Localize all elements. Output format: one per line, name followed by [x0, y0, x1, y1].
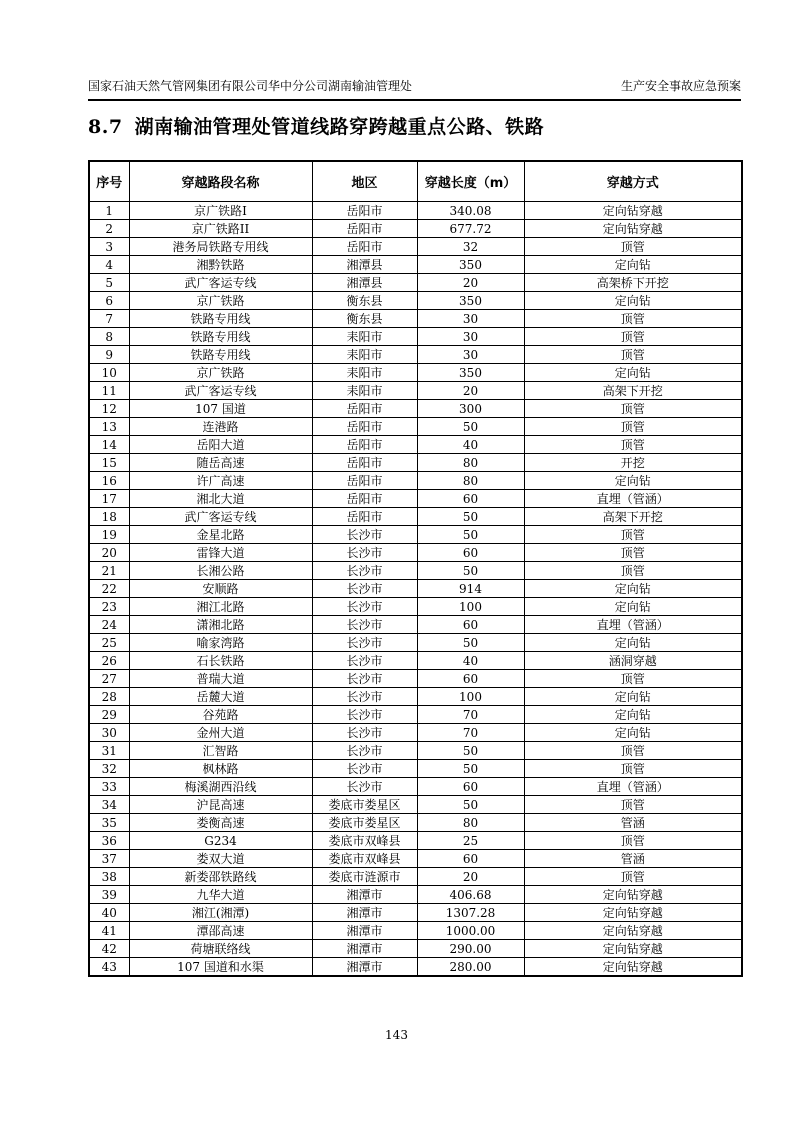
section-number: 8.7	[88, 116, 123, 138]
cell-index: 37	[89, 850, 129, 868]
cell-index: 33	[89, 778, 129, 796]
cell-name: 梅溪湖西沿线	[129, 778, 312, 796]
cell-index: 26	[89, 652, 129, 670]
cell-length: 406.68	[417, 886, 524, 904]
table-row	[89, 814, 742, 832]
cell-method: 高架下开挖	[524, 508, 742, 526]
cell-method: 顶管	[524, 238, 742, 256]
cell-index: 31	[89, 742, 129, 760]
cell-index: 41	[89, 922, 129, 940]
cell-length: 60	[417, 778, 524, 796]
cell-name: 岳麓大道	[129, 688, 312, 706]
table-row	[89, 238, 742, 256]
cell-method: 顶管	[524, 436, 742, 454]
cell-name: 铁路专用线	[129, 346, 312, 364]
column-header-index: 序号	[89, 161, 129, 202]
cell-index: 23	[89, 598, 129, 616]
cell-region: 长沙市	[312, 652, 417, 670]
cell-name: 武广客运专线	[129, 382, 312, 400]
cell-index: 25	[89, 634, 129, 652]
cell-index: 22	[89, 580, 129, 598]
cell-region: 岳阳市	[312, 400, 417, 418]
cell-region: 娄底市涟源市	[312, 868, 417, 886]
cell-region: 岳阳市	[312, 454, 417, 472]
cell-name: 新娄邵铁路线	[129, 868, 312, 886]
cell-index: 12	[89, 400, 129, 418]
cell-region: 岳阳市	[312, 238, 417, 256]
table-row	[89, 778, 742, 796]
cell-method: 定向钻	[524, 472, 742, 490]
cell-region: 长沙市	[312, 562, 417, 580]
cell-length: 60	[417, 544, 524, 562]
table-row	[89, 868, 742, 886]
table-row	[89, 634, 742, 652]
cell-method: 顶管	[524, 346, 742, 364]
cell-length: 1000.00	[417, 922, 524, 940]
cell-index: 4	[89, 256, 129, 274]
cell-length: 350	[417, 292, 524, 310]
cell-region: 耒阳市	[312, 364, 417, 382]
cell-method: 直埋（管涵）	[524, 778, 742, 796]
cell-index: 2	[89, 220, 129, 238]
cell-length: 20	[417, 382, 524, 400]
table-row	[89, 796, 742, 814]
table-row	[89, 202, 742, 220]
cell-length: 290.00	[417, 940, 524, 958]
cell-region: 长沙市	[312, 760, 417, 778]
cell-length: 70	[417, 724, 524, 742]
cell-name: 港务局铁路专用线	[129, 238, 312, 256]
cell-name: 湘江北路	[129, 598, 312, 616]
cell-index: 24	[89, 616, 129, 634]
table-row	[89, 706, 742, 724]
cell-index: 34	[89, 796, 129, 814]
table-row	[89, 274, 742, 292]
cell-method: 顶管	[524, 670, 742, 688]
table-row	[89, 364, 742, 382]
cell-length: 70	[417, 706, 524, 724]
cell-name: 金星北路	[129, 526, 312, 544]
page-number: 143	[385, 1028, 408, 1042]
cell-length: 50	[417, 742, 524, 760]
cell-region: 长沙市	[312, 598, 417, 616]
cell-length: 20	[417, 868, 524, 886]
cell-name: 许广高速	[129, 472, 312, 490]
cell-name: 九华大道	[129, 886, 312, 904]
cell-index: 15	[89, 454, 129, 472]
cell-method: 高架下开挖	[524, 382, 742, 400]
cell-index: 3	[89, 238, 129, 256]
cell-name: 喻家湾路	[129, 634, 312, 652]
cell-region: 湘潭市	[312, 904, 417, 922]
cell-region: 岳阳市	[312, 202, 417, 220]
cell-index: 17	[89, 490, 129, 508]
table-row	[89, 454, 742, 472]
column-header-method: 穿越方式	[524, 161, 742, 202]
table-header-row	[89, 161, 742, 202]
cell-length: 40	[417, 436, 524, 454]
cell-length: 50	[417, 418, 524, 436]
table-row	[89, 832, 742, 850]
table-row	[89, 742, 742, 760]
cell-index: 39	[89, 886, 129, 904]
cell-index: 28	[89, 688, 129, 706]
table-row	[89, 490, 742, 508]
cell-index: 7	[89, 310, 129, 328]
cell-name: 武广客运专线	[129, 508, 312, 526]
cell-index: 20	[89, 544, 129, 562]
cell-method: 顶管	[524, 400, 742, 418]
cell-length: 30	[417, 346, 524, 364]
cell-index: 8	[89, 328, 129, 346]
cell-index: 18	[89, 508, 129, 526]
table-row	[89, 958, 742, 977]
cell-length: 80	[417, 454, 524, 472]
cell-method: 顶管	[524, 418, 742, 436]
cell-index: 35	[89, 814, 129, 832]
section-title	[88, 112, 544, 139]
cell-method: 顶管	[524, 310, 742, 328]
cell-method: 定向钻	[524, 706, 742, 724]
cell-length: 20	[417, 274, 524, 292]
cell-name: 连港路	[129, 418, 312, 436]
cell-method: 顶管	[524, 868, 742, 886]
table-header	[89, 161, 742, 202]
cell-method: 高架桥下开挖	[524, 274, 742, 292]
cell-region: 耒阳市	[312, 382, 417, 400]
cell-index: 42	[89, 940, 129, 958]
cell-name: 京广铁路	[129, 364, 312, 382]
cell-region: 长沙市	[312, 580, 417, 598]
table-row	[89, 418, 742, 436]
cell-index: 10	[89, 364, 129, 382]
cell-length: 50	[417, 760, 524, 778]
cell-region: 衡东县	[312, 310, 417, 328]
cell-method: 定向钻	[524, 580, 742, 598]
cell-length: 25	[417, 832, 524, 850]
cell-name: 随岳高速	[129, 454, 312, 472]
cell-method: 直埋（管涵）	[524, 616, 742, 634]
cell-region: 岳阳市	[312, 472, 417, 490]
cell-length: 80	[417, 814, 524, 832]
cell-name: 107 国道	[129, 400, 312, 418]
cell-length: 677.72	[417, 220, 524, 238]
cell-name: 潭邵高速	[129, 922, 312, 940]
table-row	[89, 670, 742, 688]
cell-method: 开挖	[524, 454, 742, 472]
cell-name: 京广铁路I	[129, 202, 312, 220]
table-row	[89, 724, 742, 742]
cell-index: 43	[89, 958, 129, 977]
cell-name: 潇湘北路	[129, 616, 312, 634]
cell-name: 沪昆高速	[129, 796, 312, 814]
cell-method: 定向钻	[524, 292, 742, 310]
cell-name: 长湘公路	[129, 562, 312, 580]
cell-region: 长沙市	[312, 706, 417, 724]
table-row	[89, 472, 742, 490]
cell-length: 60	[417, 616, 524, 634]
cell-length: 100	[417, 598, 524, 616]
cell-region: 娄底市娄星区	[312, 814, 417, 832]
cell-method: 定向钻穿越	[524, 940, 742, 958]
cell-name: 普瑞大道	[129, 670, 312, 688]
cell-method: 定向钻穿越	[524, 958, 742, 977]
cell-name: 京广铁路II	[129, 220, 312, 238]
cell-region: 长沙市	[312, 688, 417, 706]
cell-length: 60	[417, 490, 524, 508]
cell-length: 30	[417, 328, 524, 346]
cell-length: 60	[417, 670, 524, 688]
cell-name: 铁路专用线	[129, 310, 312, 328]
cell-method: 顶管	[524, 544, 742, 562]
cell-region: 岳阳市	[312, 220, 417, 238]
table-row	[89, 580, 742, 598]
table-row	[89, 436, 742, 454]
cell-method: 定向钻	[524, 364, 742, 382]
cell-method: 管涵	[524, 814, 742, 832]
cell-length: 30	[417, 310, 524, 328]
cell-index: 36	[89, 832, 129, 850]
cell-length: 340.08	[417, 202, 524, 220]
cell-method: 直埋（管涵）	[524, 490, 742, 508]
cell-method: 定向钻	[524, 724, 742, 742]
cell-method: 定向钻穿越	[524, 922, 742, 940]
cell-region: 岳阳市	[312, 418, 417, 436]
column-header-region: 地区	[312, 161, 417, 202]
cell-name: 娄双大道	[129, 850, 312, 868]
cell-length: 50	[417, 634, 524, 652]
cell-method: 顶管	[524, 328, 742, 346]
cell-name: 湘黔铁路	[129, 256, 312, 274]
page-header-left: 国家石油天然气管网集团有限公司华中分公司湖南输油管理处	[88, 79, 413, 93]
cell-method: 定向钻	[524, 598, 742, 616]
cell-region: 湘潭市	[312, 922, 417, 940]
cell-length: 350	[417, 364, 524, 382]
cell-region: 长沙市	[312, 616, 417, 634]
cell-index: 1	[89, 202, 129, 220]
page-header	[88, 79, 741, 101]
section-title-text: 湖南输油管理处管道线路穿跨越重点公路、铁路	[134, 116, 545, 138]
cell-length: 32	[417, 238, 524, 256]
cell-region: 长沙市	[312, 670, 417, 688]
cell-index: 27	[89, 670, 129, 688]
cell-region: 长沙市	[312, 544, 417, 562]
cell-length: 1307.28	[417, 904, 524, 922]
cell-index: 30	[89, 724, 129, 742]
table-row	[89, 256, 742, 274]
cell-method: 定向钻穿越	[524, 886, 742, 904]
cell-region: 长沙市	[312, 526, 417, 544]
cell-region: 岳阳市	[312, 508, 417, 526]
cell-region: 长沙市	[312, 724, 417, 742]
cell-index: 38	[89, 868, 129, 886]
cell-region: 湘潭市	[312, 958, 417, 977]
cell-length: 60	[417, 850, 524, 868]
cell-region: 岳阳市	[312, 490, 417, 508]
cell-index: 14	[89, 436, 129, 454]
table-row	[89, 292, 742, 310]
crossing-table	[88, 160, 743, 977]
cell-region: 娄底市娄星区	[312, 796, 417, 814]
cell-name: 湘北大道	[129, 490, 312, 508]
table-row	[89, 346, 742, 364]
table-row	[89, 886, 742, 904]
cell-method: 定向钻穿越	[524, 904, 742, 922]
cell-index: 9	[89, 346, 129, 364]
cell-index: 13	[89, 418, 129, 436]
cell-method: 管涵	[524, 850, 742, 868]
cell-name: 雷锋大道	[129, 544, 312, 562]
cell-name: 汇智路	[129, 742, 312, 760]
cell-length: 80	[417, 472, 524, 490]
table-row	[89, 508, 742, 526]
table-row	[89, 598, 742, 616]
cell-length: 300	[417, 400, 524, 418]
cell-index: 21	[89, 562, 129, 580]
cell-length: 40	[417, 652, 524, 670]
cell-length: 914	[417, 580, 524, 598]
cell-method: 定向钻	[524, 634, 742, 652]
cell-region: 长沙市	[312, 742, 417, 760]
table-row	[89, 688, 742, 706]
cell-name: G234	[129, 832, 312, 850]
cell-region: 耒阳市	[312, 328, 417, 346]
cell-index: 5	[89, 274, 129, 292]
cell-region: 娄底市双峰县	[312, 832, 417, 850]
cell-length: 50	[417, 508, 524, 526]
cell-region: 长沙市	[312, 634, 417, 652]
cell-name: 岳阳大道	[129, 436, 312, 454]
cell-region: 湘潭县	[312, 274, 417, 292]
cell-region: 衡东县	[312, 292, 417, 310]
cell-name: 安顺路	[129, 580, 312, 598]
cell-name: 娄衡高速	[129, 814, 312, 832]
cell-index: 19	[89, 526, 129, 544]
column-header-name: 穿越路段名称	[129, 161, 312, 202]
cell-method: 顶管	[524, 562, 742, 580]
table-row	[89, 652, 742, 670]
cell-index: 11	[89, 382, 129, 400]
cell-method: 定向钻穿越	[524, 202, 742, 220]
cell-name: 107 国道和水渠	[129, 958, 312, 977]
cell-region: 湘潭县	[312, 256, 417, 274]
cell-index: 6	[89, 292, 129, 310]
table-row	[89, 616, 742, 634]
cell-length: 350	[417, 256, 524, 274]
cell-length: 50	[417, 796, 524, 814]
cell-index: 40	[89, 904, 129, 922]
cell-region: 湘潭市	[312, 940, 417, 958]
cell-length: 100	[417, 688, 524, 706]
table-row	[89, 760, 742, 778]
table-row	[89, 400, 742, 418]
cell-method: 顶管	[524, 742, 742, 760]
table-row	[89, 562, 742, 580]
cell-index: 16	[89, 472, 129, 490]
cell-length: 50	[417, 526, 524, 544]
cell-name: 金州大道	[129, 724, 312, 742]
table-row	[89, 940, 742, 958]
cell-index: 29	[89, 706, 129, 724]
cell-method: 顶管	[524, 796, 742, 814]
cell-method: 定向钻	[524, 688, 742, 706]
table-body	[89, 202, 742, 977]
column-header-length: 穿越长度（m）	[417, 161, 524, 202]
table-row	[89, 904, 742, 922]
table-row	[89, 922, 742, 940]
cell-length: 280.00	[417, 958, 524, 977]
table-row	[89, 310, 742, 328]
cell-method: 顶管	[524, 832, 742, 850]
table-row	[89, 850, 742, 868]
cell-method: 涵洞穿越	[524, 652, 742, 670]
cell-name: 京广铁路	[129, 292, 312, 310]
cell-name: 武广客运专线	[129, 274, 312, 292]
cell-method: 定向钻穿越	[524, 220, 742, 238]
cell-region: 长沙市	[312, 778, 417, 796]
cell-name: 枫林路	[129, 760, 312, 778]
cell-region: 湘潭市	[312, 886, 417, 904]
cell-name: 荷塘联络线	[129, 940, 312, 958]
cell-method: 顶管	[524, 526, 742, 544]
cell-region: 岳阳市	[312, 436, 417, 454]
table-row	[89, 544, 742, 562]
cell-index: 32	[89, 760, 129, 778]
table-row	[89, 220, 742, 238]
cell-length: 50	[417, 562, 524, 580]
cell-name: 铁路专用线	[129, 328, 312, 346]
cell-region: 娄底市双峰县	[312, 850, 417, 868]
table-row	[89, 328, 742, 346]
page-header-right: 生产安全事故应急预案	[620, 79, 741, 93]
cell-name: 湘江(湘潭)	[129, 904, 312, 922]
cell-name: 石长铁路	[129, 652, 312, 670]
table-row	[89, 382, 742, 400]
cell-region: 耒阳市	[312, 346, 417, 364]
cell-name: 谷苑路	[129, 706, 312, 724]
cell-method: 顶管	[524, 760, 742, 778]
cell-method: 定向钻	[524, 256, 742, 274]
table-row	[89, 526, 742, 544]
